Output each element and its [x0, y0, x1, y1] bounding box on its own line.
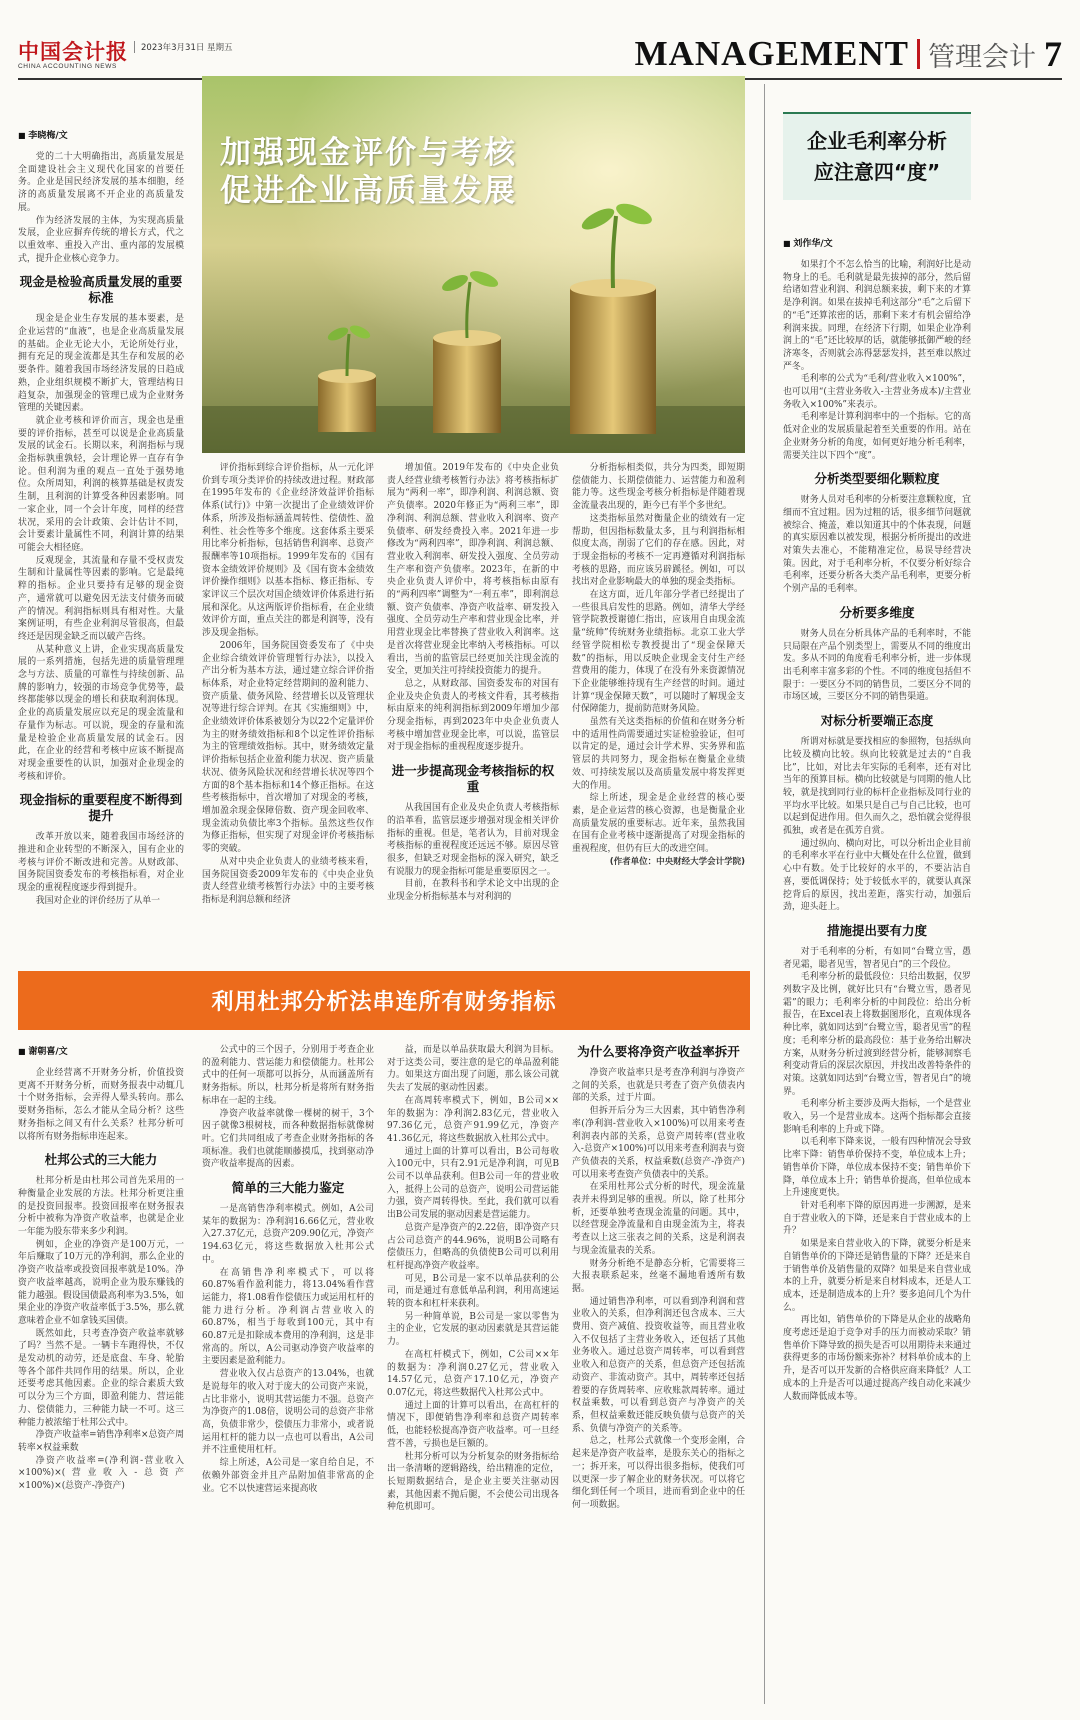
sidebar-author: ■ 刘作华/文: [783, 236, 971, 249]
article1-column-3: [387, 462, 559, 960]
hero-image: [202, 76, 745, 453]
paragraph: 在这方面，近几年部分学者已经提出了一些很具启发性的思路。例如，清华大学经管学院教授谢德仁指出，应该用自由现金流量“统帅”传统财务业绩指标。北京工业大学经管学院相松专教授提出了“现金保障天数”的指标，用以反映企业现金支付生产经营费用的能力，体现了在没有外来资源情况下企业能够维持现有生产经营的时间。通过计算“现金保障天数”，可以随时了解现金支付保障能力，提前防范财务风险。: [572, 590, 745, 715]
paragraph: 党的二十大明确指出，高质量发展是全面建设社会主义现代化国家的首要任务。企业是国民经济发展的基本细胞，经济的高质量发展离不开企业的高质量发展。: [18, 152, 184, 213]
paragraph: 再比如，销售单价的下降是从企业的战略角度考虑还是迫于竞争对手的压力而被动采取？销售单价下降导致的损失是否可以用期待未来通过获得更多的市场份额来弥补？材料单价成本的上升，是否可以开发新的合格供应商来降低？人工成本的上升是否可以通过提高产线自动化来减少人数而降低成本等。: [783, 1315, 971, 1402]
paragraph: 在采用杜邦公式分析的时代，现金流量表并未得到足够的重视。所以，除了杜邦分析，还要单独考查现金流量的问题。其中，以经营现金净流量和自由现金流为主，将表考查以上这三张表之间的关系，这是利润表与现金流量表的关系。: [572, 1182, 745, 1256]
paragraph: 综上所述，A公司是一家自给自足，不依赖外部资金并且产品附加值非常高的企业。它不以快速营运来提高收: [202, 1458, 374, 1494]
sidebar-subheading-3: 对标分析要端正态度: [820, 713, 934, 729]
masthead: [18, 32, 1062, 80]
paragraph: 毛利率分析主要涉及两大指标，一个是营业收入，另一个是营业成本。这两个指标都会直接影响毛利率的上升或下降。: [783, 1099, 971, 1135]
article2-title: 利用杜邦分析法串连所有财务指标: [211, 990, 557, 1015]
paragraph: 虽然有关这类指标的价值和在财务分析中的适用性尚需要通过实证检验验证，但可以肯定的是，通过会计学术界、实务界和监管层的共同努力，现金指标在衡量企业绩效、可持续发展以及高质量发展中将发挥更大的作用。: [572, 717, 745, 791]
paragraph: 例如，企业的净资产是100万元，一年后赚取了10万元的净利润，那么企业的净资产收益率或投资回报率就是10%。净资产收益率越高，说明企业为股东赚钱的能力越强。假设国债最高利率为3.5%，如果企业的净资产收益率低于3.5%，那么就意味着企业不如拿钱买国债。: [18, 1239, 184, 1326]
article2-banner: [18, 971, 750, 1030]
paragraph: 如果是来自营业收入的下降，就要分析是来自销售单价的下降还是销售量的下降？还是来自于销售单价及销售量的双降？如果是来自营业成本的上升，就要分析是来自材料成本，还是人工成本，还是制造成本的上升？要多追问几个为什么。: [783, 1239, 971, 1313]
article1-column-1: [18, 128, 184, 960]
formula: 净资产收益率=(净利润-营业收入×100%)×(营业收入-总资产×100%)×(总资产-净资产): [18, 1455, 184, 1492]
paragraph: 净资产收益率只是考查净利润与净资产之间的关系，也就是只考查了资产负债表内部的关系，过于片面。: [572, 1068, 745, 1104]
article-title-line2: 促进企业高质量发展: [220, 173, 517, 209]
paragraph: 分析指标相类似，共分为四类，即短期偿债能力、长期偿债能力、运营能力和盈利能力等。这些现金考核分析指标是伴随着现金流量表出现的，距今已有半个多世纪。: [572, 463, 745, 512]
paragraph: 以毛利率下降来说，一般有四种情况会导致比率下降：销售单价保持不变，单位成本上升；销售单价下降，单位成本保持不变；销售单价下降，单位成本上升；销售单价提高，但单位成本上升速度更快。: [783, 1137, 971, 1199]
paragraph: 如果打个不怎么恰当的比喻，利润好比是动物身上的毛。毛利就是最先拔掉的部分，然后留给诸如营业利润、利润总额来拔，剩下来的才算是净利润。如果在拔掉毛利这部分“毛”之后留下的“毛”还算浓密的话，那剩下来才有机会留给净利润来拔。同理，在经济下行期，如果企业净利润上的“毛”还比较厚的话，就能够抵御严峻的经济寒冬，否则就会冻得瑟瑟发抖，甚至难以熬过严冬。: [783, 260, 971, 372]
paragraph: 但拆开后分为三大因素，其中销售净利率(净利润-营业收入×100%)可以用来考查利润表内部的关系，总资产周转率(营业收入-总资产×100%)可以用来考查利润表与资产负债表的关系，权益乘数(总资产-净资产)可以用来考查资产负债表中的关系。: [572, 1106, 745, 1180]
article2-subheading-1: 杜邦公式的三大能力: [44, 1152, 158, 1168]
paragraph: 2006年，国务院国资委发布了《中央企业综合绩效评价管理暂行办法》，以投入产出分析为基本方法，通过建立综合评价指标体系，对企业特定经营期间的盈利能力、资产质量、债务风险、经营增长以及管理状况等进行综合评判。在其《实施细则》中，企业绩效评价体系被划分为以22个定量评价为主的财务绩效指标和8个以定性评价指标为主的管理绩效指标。其中，财务绩效定量评价指标包括企业盈利能力状况、资产质量状况、债务风险状况和经营增长状况等四个方面的8个基本指标和14个修正指标。在这些考核指标中，首次增加了对现金的考核，增加盈余现金保障倍数、资产现金回收率、现金流动负债比率3个指标。虽然这些仅作为修正指标，但实现了对现金评价考核指标零的突破。: [202, 640, 374, 855]
article1-subheading-3: 进一步提高现金考核指标的权重: [391, 763, 555, 795]
paragraph: 另一种简单说，B公司是一家以零售为主的企业，它发展的驱动因素就是其营运能力。: [387, 1311, 559, 1348]
paragraph: 所谓对标就是要找相应的参照物，包括纵向比较及横向比较。纵向比较就是过去的“自我比”，比如，对比去年实际的毛利率，还有对比当年的预算目标。横向比较就是与同期的他人比较，就是找到同行业的标杆企业指标及同行业的平均水平比较。如果只是自己与自己比较，也可以起到促进作用。但久而久之，恐怕就会觉得很孤独，或者是在孤芳自赏。: [783, 737, 971, 837]
issue-date: 2023年3月31日 星期五: [134, 41, 233, 53]
paragraph: 在高周转率模式下，例如，B公司××年的数据为：净利润2.83亿元，营业收入97.36亿元，总资产91.99亿元，净资产41.36亿元，将这些数据放入杜邦公式中。: [387, 1095, 559, 1144]
paragraph: 毛利率分析的最低段位：只给出数据，仅罗列数字及比例，就好比只有“台鹭立雪，愚者见霜”的眼力；毛利率分析的中间段位：给出分析报告，在Excel表上将数据图形化，直观体现各种比率，就如同达到“台鹭立雪，聪者见雪”的程度；毛利率分析的最高段位：基于业务给出解决方案，从财务分析过渡到经营分析，能够洞察毛利变动背后的深层次原因，并找出改善特条件的对策。这就如同达到“台鹭立雪，智者见白”的境界。: [783, 972, 971, 1097]
article2-column-2: [202, 1044, 374, 1706]
paragraph: 通过上面的计算可以看出，在高杠杆的情况下，即便销售净利率和总资产周转率低，也能轻松提高净资产收益率。可一旦经营不善，亏损也是巨额的。: [387, 1400, 559, 1449]
paragraph: 在高杠杆模式下，例如，C公司××年的数据为：净利润0.27亿元，营业收入14.57亿元，总资产17.10亿元，净资产0.07亿元，将这些数据代入杜邦公式中。: [387, 1349, 559, 1398]
paragraph: 评价指标到综合评价指标，从一元化评价到专项分类评价的持续改进过程。财政部在1995年发布的《企业经济效益评价指标体系(试行)》中第一次提出了企业绩效评价体系，所涉及指标涵盖周转性、偿债性、盈利性、社会性等多个维度。这套体系主要采用比率分析指标，包括销售利润率、总资产报酬率等10项指标。1999年发布的《国有资本金绩效评价规则》及《国有资本金绩效评价操作细则》以基本指标、修正指标、专家评议三个层次对国企绩效评价体系进行拓展和深化。从这两版评价指标看，在企业绩效评价方面，重点关注的都是利润等，没有涉及现金指标。: [202, 463, 374, 639]
paragraph: 可见，B公司是一家不以单品获利的公司，而是通过有意低单品利润，利用高速运转的资本和杠杆来获利。: [387, 1273, 559, 1310]
article2-column-1: [18, 1044, 184, 1706]
article2-subheading-2: 简单的三大能力鉴定: [231, 1180, 345, 1196]
paragraph: 财务人员对毛利率的分析要注意颗粒度，宜细而不宜过粗。因为过粗的话，很多细节问题就被综合、掩盖，难以知道其中的个体表现，问题的真实原因难以被发现，根据分析所提出的改进对策失去准心，不能精准定位，易误导经营决策。因此，对于毛利率分析，不仅要分析好综合毛利率，还要分析各大类产品毛利率，更要分析个别产品的毛利率。: [783, 495, 971, 595]
paragraph: 在高销售净利率模式下，可以将60.87%看作盈利能力，将13.04%看作营运能力，将1.08看作偿债压力或运用杠杆的能力进行分析。净利润占营业收入的60.87%，相当于每收到100元，其中有60.87元是扣除成本费用的净利润，这是非常高的。所以，A公司驱动净资产收益率的主要因素是盈利能力。: [202, 1267, 374, 1367]
paragraph: 一是高销售净利率模式。例如，A公司某年的数据为：净利润16.66亿元，营业收入27.37亿元，总资产209.90亿元，净资产194.63亿元，将这些数据放入杜邦公式中。: [202, 1204, 374, 1265]
paragraph: 净资产收益率就像一棵树的树干，3个因子就像3根树枝，而各种数据指标就像树叶。它们共同组成了考查企业财务指标的各项标准。我们也就能顺藤摸瓜，找到驱动净资产收益率提高的因素。: [202, 1108, 374, 1170]
paragraph: 总资产是净资产的2.22倍，即净资产只占公司总资产的44.96%，说明B公司略有偿债压力，但略高的负债使B公司可以利用杠杆提高净资产收益率。: [387, 1222, 559, 1271]
section-name-cn: 管理会计: [928, 41, 1036, 73]
coin-sprouts-illustration: [202, 76, 745, 453]
paragraph: 我国对企业的评价经历了从单一: [35, 895, 161, 906]
article2-author: ■ 谢朝喜/文: [18, 1044, 184, 1057]
paragraph: 目前，在教科书和学术论文中出现的企业现金分析指标基本与对利润的: [387, 879, 559, 903]
section-divider: [917, 39, 920, 69]
sidebar-body: [783, 236, 971, 1706]
paragraph: 总之，从财政部、国资委发布的对国有企业及央企负责人的考核文件看，其考核指标由原来的纯利润指标到2009年增加少部分现金指标，再到2023年中央企业负责人考核中增加营业现金比率，可以说，监管层对于现金指标的重视程度逐步提升。: [387, 678, 559, 753]
article1-column-4: [572, 462, 745, 960]
paragraph: 益，而是以单品获取最大利润为目标。对于这类公司，要注意的是它的单品盈利能力。如果这方面出现了问题，那么该公司就失去了发展的驱动性因素。: [387, 1045, 559, 1094]
paragraph: 对于毛利率的分析，有如同“台鹭立雪，愚者见霜，聪者见雪，智者见白”的三个段位。: [783, 946, 971, 970]
paragraph: 从对中央企业负责人的业绩考核来看，国务院国资委2009年发布的《中央企业负责人经营业绩考核暂行办法》中的主要考核指标是利润总额和经济: [202, 856, 374, 905]
paragraph: 通过上面的计算可以看出，B公司每收入100元中，只有2.91元是净利润，可见B公司不以单品获利。但B公司一年的营业收入，抵得上公司的总资产，说明公司营运能力强，资产周转得快。至此，我们就可以看出B公司发展的驱动因素是营运能力。: [387, 1146, 559, 1221]
author-affiliation: (作者单位：中央财经大学会计学院): [609, 856, 745, 867]
paragraph: 企业经营离不开财务分析，价值投资更离不开财务分析，而财务报表中动辄几十个财务指标，会弄得人晕头转向。那么要财务指标，怎么才能从全局分析？这些财务指标之间又有什么关系？杜邦分析可以将所有财务指标串连起来。: [18, 1068, 184, 1142]
article-title: [220, 134, 517, 210]
paragraph: 杜邦分析可以为分析复杂的财务指标给出一条清晰的逻辑路线，给出精准的定位，长短期数据结合，是企业主要关注驱动因素，其他因素不抛后腿，不会使公司出现各种危机即可。: [387, 1451, 559, 1513]
sidebar-subheading-2: 分析要多维度: [839, 604, 915, 620]
sidebar-subheading-4: 措施提出要有力度: [826, 922, 927, 938]
article2-column-4: [572, 1044, 745, 1706]
article1-author: ■ 李晓梅/文: [18, 128, 184, 141]
paragraph: 从我国国有企业及央企负责人考核指标的沿革看，监管层逐步增强对现金相关评价指标的重视。但是，笔者认为，目前对现金考核指标的重视程度还远远不够。原因尽管很多，但缺乏对现金指标的深入研究，缺乏有说服力的现金指标可能是重要原因之一。: [387, 803, 559, 877]
paragraph: 既然如此，只考查净资产收益率就够了吗？当然不是。一辆卡车跑得快，不仅是发动机的动劳，还是底盘、车身、轮胎等各个部件共同作用的结果。所以，企业还要考虑其他因素。企业的综合素质大致可以分为三个方面，即盈利能力、营运能力、偿债能力，三种能力缺一不可。这三种能力被浓缩于杜邦公式中。: [18, 1328, 184, 1428]
paragraph: 增加值。2019年发布的《中央企业负责人经营业绩考核暂行办法》将考核指标扩展为“两利一率”，即净利润、利润总额、资产负债率。2020年修正为“两利三率”，即净利润、利润总额、营业收入利润率、资产负债率、研发经费投入率。2021年进一步修改为“两利四率”，即净利润、利润总额、营业收入利润率、研发投入强度、全员劳动生产率和资产负债率。2023年，在新的中央企业负责人评价中，将考核指标由原有的“两利四率”调整为“一利五率”，即利润总额、资产负债率、净资产收益率、研发投入强度、全员劳动生产率和营业现金比率，并用营业现金比率替换了营业收入利润率。这是首次将营业现金比率纳入考核指标。可以看出，当前的监管层已经更加关注现金流的安全，更加关注可持续投资能力的提升。: [387, 463, 559, 677]
paragraph: 现金是企业生存发展的基本要素，是企业运营的“血液”，也是企业高质量发展的基础。企业无论大小，无论所处行业，拥有充足的现金流都是其生存和发展的必要条件。随着我国市场经济发展的日趋成熟，企业组织规模不断扩大，管理结构日趋复杂，加强现金的管理已成为企业财务管理的关键因素。: [18, 314, 184, 414]
article1-column-2: [202, 462, 374, 960]
article2-subheading-3: 为什么要将净资产收益率拆开: [577, 1044, 740, 1059]
paragraph: 从某种意义上讲，企业实现高质量发展的一系列措施，包括先进的质量管理理念与方法、质量的可靠性与持续创新、品牌的影响力，较强的市场竞争优势等，最终都能够以现金的增长和获取利润体现。企业的高质量发展应以充足的现金流量和存量作为标志。可以说，现金的存量和流量是检验企业高质量发展的试金石。因此，在企业的经营和考核中应该不断提高对现金重要性的认识，加强对企业现金的考核和评价。: [18, 644, 184, 782]
section-header: [635, 32, 1062, 76]
paragraph: 改革开放以来，随着我国市场经济的推进和企业转型的不断深入，国有企业的考核与评价不断改进和完善。从财政部、国务院国资委发布的考核指标看，对企业现金的重视程度逐步得到提升。: [18, 832, 184, 894]
sidebar-title: [807, 126, 947, 188]
newspaper-logo: 中国会计报: [18, 39, 128, 64]
paragraph: 作为经济发展的主体，为实现高质量发展，企业应摒弃传统的增长方式，代之以重效率、重投入产出、重内部的发展模式，提升企业核心竞争力。: [18, 215, 184, 264]
paragraph: 综上所述，现金是企业经营的核心要素，是企业运营的核心资源，也是衡量企业高质量发展的重要标志。近年来，虽然我国在国有企业考核中逐渐提高了对现金指标的重视程度，但仍有巨大的改进空间。: [572, 793, 745, 855]
paragraph: 财务人员在分析具体产品的毛利率时，不能只局限在产品个别类型上，需要从不同的维度出发。多从不同的角度看毛利率分析，进一步体现出毛利率丰富多彩的个性。不同的维度包括但不限于：一要区分不同的销售员，二要区分不同的市场区域，三要区分不同的销售渠道。: [783, 628, 971, 703]
page-number: 7: [1044, 34, 1062, 74]
column-divider: [764, 84, 765, 1704]
paragraph: 营业收入仅占总资产的13.04%，也就是说每年的收入对于庞大的公司资产来说，占比非常小，说明其营运能力不强。总资产为净资产的1.08倍，说明公司的总资产非常高，负债非常少，偿债压力非常小，或者说运用杠杆的能力以一点也可以看出，A公司并不注重使用杠杆。: [202, 1369, 374, 1456]
formula: 净资产收益率=销售净利率×总资产周转率×权益乘数: [18, 1430, 184, 1453]
article2-column-3: [387, 1044, 559, 1706]
paragraph: 毛利率的公式为“毛利/营业收入×100%”，也可以用“(主营业务收入-主营业务成本)/主营业务收入×100%”来表示。: [783, 374, 971, 410]
sidebar-title-box: [783, 112, 971, 200]
paragraph: 毛利率是计算利润率中的一个指标。它的高低对企业的发展质量起着至关重要的作用。站在企业财务分析的角度，如何更好地分析毛利率，需要关注以下四个“度”。: [783, 412, 971, 461]
section-name-en: MANAGEMENT: [634, 34, 909, 73]
article1-subheading-1: 现金是检验高质量发展的重要标准: [19, 274, 183, 306]
paragraph: 通过销售净利率，可以看到净利润和营业收入的关系，但净利润还包含成本、三大费用、资产减值、投资收益等，而且营业收入不仅包括了主营业务收入，还包括了其他业务收入。通过总资产周转率，可以看到营业收入和总资产的关系，但总资产还包括流动资产、非流动资产。其中，周转率还包括着要的存货周转率、应收账款周转率。通过权益乘数，可以看到总资产与净资产的关系，但权益乘数还能反映负债与总资产的关系、负债与净资产的关系等。: [572, 1296, 745, 1434]
article-title-line1: 加强现金评价与考核: [220, 135, 517, 171]
paragraph: 就企业考核和评价而言，现金也是重要的评价指标，甚至可以说是企业高质量发展的试金石。长期以来，利润指标与现金指标孰重孰轻，会计理论界一直存有争论。但利润为重的观点一直处于强势地位。众所周知，利润的核算基础是权责发生制，且利润的计算受各种因素影响。同一家企业，同一个会计年度，同样的经营状况，采用的会计政策、会计估计不同，会计要素计量属性不同，利润计算的结果可能会大相径庭。: [18, 415, 184, 553]
paragraph: 反观现金，其流量和存量不受权责发生制和计量属性等因素的影响。它是最纯粹的指标。企业只要持有足够的现金资产，通常就可以避免因无法支付债务而破产的情况。利润指标则具有相对性。大量案例证明，有些企业利润尽管很高，但最终还是因现金缺乏而以破产告终。: [18, 555, 184, 642]
paragraph: 针对毛利率下降的原因再进一步溯源，是来自于营业收入的下降，还是来自于营业成本的上升？: [783, 1201, 971, 1237]
newspaper-logo-en: CHINA ACCOUNTING NEWS: [18, 63, 117, 70]
sidebar-title-line1: 企业毛利率分析: [807, 129, 947, 153]
paragraph: 公式中的三个因子，分别用于考查企业的盈利能力、营运能力和偿债能力。杜邦公式中的任何一项都可以拆分，从而涵盖所有财务指标。所以，杜邦分析是将所有财务指标串在一起的主线。: [202, 1045, 374, 1106]
sidebar-subheading-1: 分析类型要细化颗粒度: [814, 471, 940, 487]
paragraph: 总之，杜邦公式就像一个变形金刚，合起来是净资产收益率，是股东关心的指标之一；拆开来，可以得出很多指标，使我们可以更深一步了解企业的财务状况。可以将它细化到任何一个项目，进而看到企业中的任何一项数据。: [572, 1436, 745, 1510]
article1-subheading-2: 现金指标的重要程度不断得到提升: [19, 792, 183, 824]
paragraph: 财务分析绝不是静态分析，它需要将三大报表联系起来，丝毫不漏地看透所有数据。: [572, 1258, 745, 1294]
sidebar-title-line2: 应注意四“度”: [813, 160, 941, 184]
paragraph: 通过纵向、横向对比，可以分析出企业目前的毛利率水平在行业中大概处在什么位置，做到心中有数。处于比较好的水平的，不要沾沾自喜，要低调保持；处于较低水平的，就要认真深挖背后的原因，找出差距，落实行动，加强后劲，迎头赶上。: [783, 838, 971, 913]
paragraph: 杜邦分析是由杜邦公司首先采用的一种衡量企业发展的方法。杜邦分析更注重的是投资回报率。投资回报率在财务报表分析中被称为净资产收益率，也就是企业一年能为股东带来多少利润。: [18, 1176, 184, 1238]
paragraph: 这类指标虽然对衡量企业的绩效有一定帮助，但因指标数量太多，且与利润指标相似度太高，削弱了它们的存在感。因此，对于现金指标的考核不一定再遵循对利润指标考核的思路，而应该另辟蹊径。例如，可以找出对企业影响最大的单独的现金类指标。: [572, 513, 745, 588]
